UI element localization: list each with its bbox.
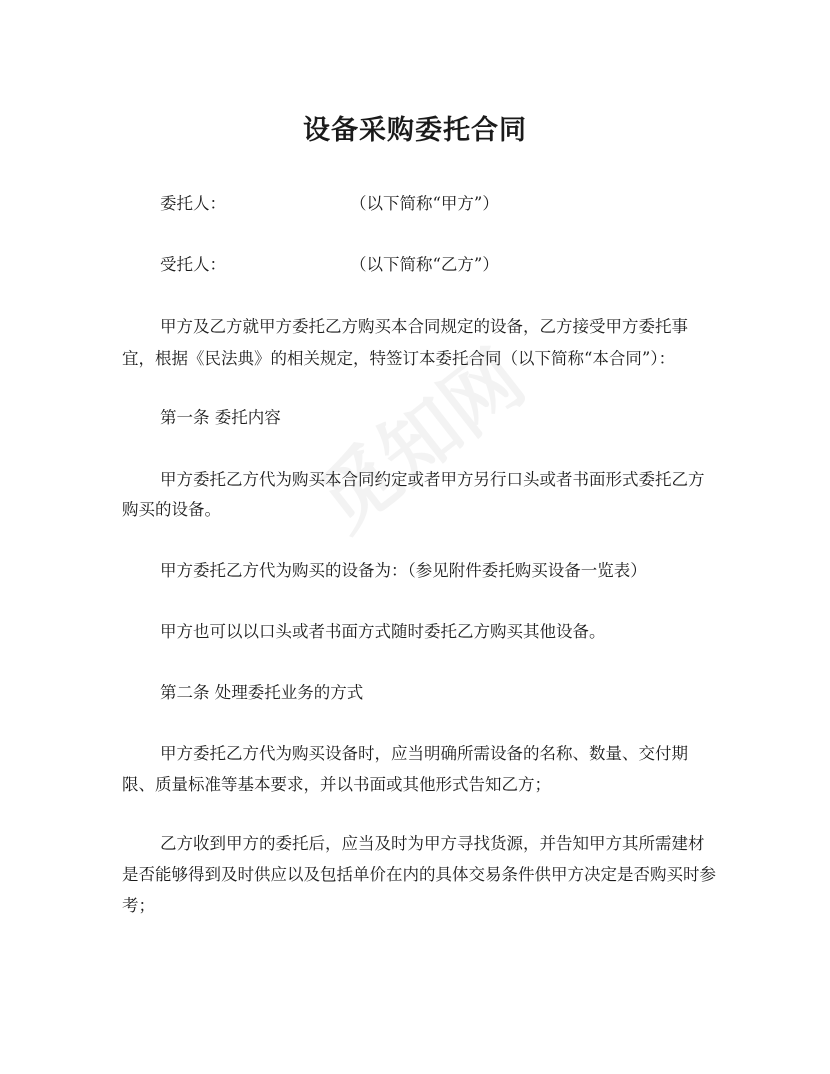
article-1-p2: 甲方委托乙方代为购买的设备为：（参见附件委托购买设备一览表）	[160, 561, 647, 580]
article-2-p2-line-2: 是否能够得到及时供应以及包括单价在内的具体交易条件供甲方决定是否购买时参	[122, 865, 716, 884]
article-2-p1-line-1: 甲方委托乙方代为购买设备时，应当明确所需设备的名称、数量、交付期	[160, 744, 688, 763]
article-2-p1-line-2: 限、质量标准等基本要求，并以书面或其他形式告知乙方；	[122, 775, 551, 794]
article-1-p3: 甲方也可以以口头或者书面方式随时委托乙方购买其他设备。	[160, 622, 606, 641]
document-title: 设备采购委托合同	[303, 115, 527, 146]
party-a-label: 委托人：	[160, 194, 226, 213]
article-1-heading: 第一条 委托内容	[160, 408, 281, 427]
party-b-note: （以下简称“乙方”）	[350, 255, 499, 274]
article-1-p1-line-2: 购买的设备。	[122, 500, 221, 519]
article-1-p1-line-1: 甲方委托乙方代为购买本合同约定或者甲方另行口头或者书面形式委托乙方	[160, 470, 705, 489]
article-2-p2-line-1: 乙方收到甲方的委托后，应当及时为甲方寻找货源，并告知甲方其所需建材	[160, 834, 705, 853]
party-b-label: 受托人：	[160, 255, 226, 274]
preamble-line-1: 甲方及乙方就甲方委托乙方购买本合同规定的设备，乙方接受甲方委托事	[160, 317, 688, 336]
preamble-line-2: 宜，根据《民法典》的相关规定，特签订本委托合同（以下简称“本合同”）：	[122, 349, 676, 368]
article-2-heading: 第二条 处理委托业务的方式	[160, 683, 364, 702]
article-2-p2-line-3: 考；	[122, 896, 155, 915]
party-a-note: （以下简称“甲方”）	[350, 194, 499, 213]
